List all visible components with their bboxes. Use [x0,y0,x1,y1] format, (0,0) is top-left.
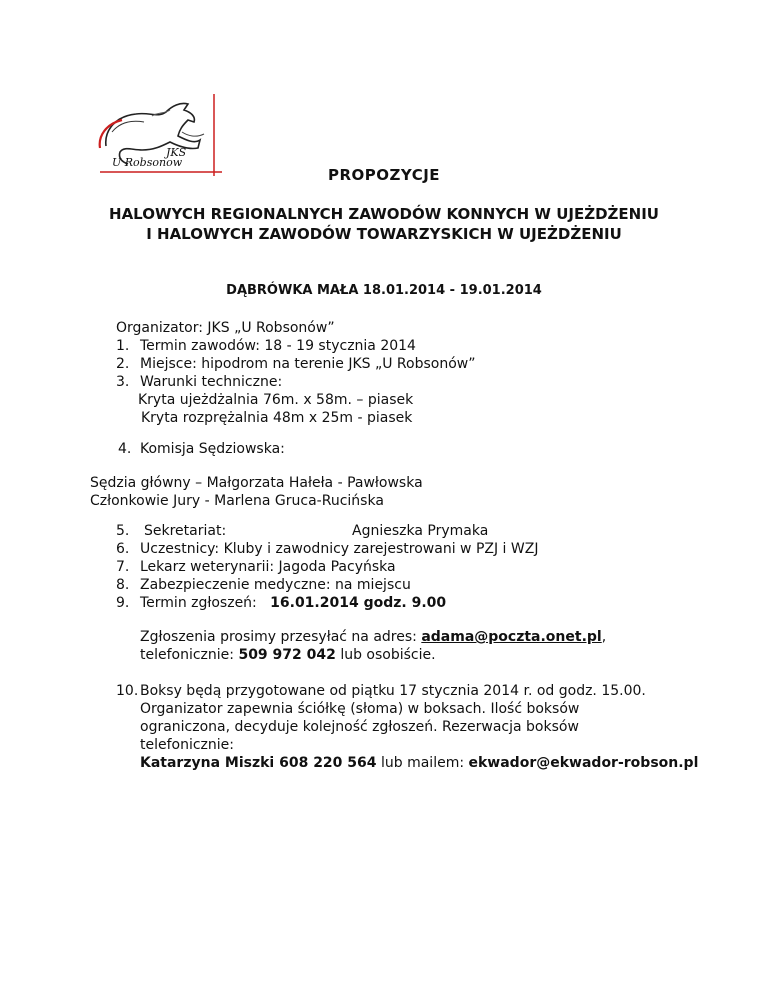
document-title: PROPOZYCJE [327,166,441,184]
boxes-contact-email[interactable]: ekwador@ekwador-robson.pl [468,755,699,771]
subtitle-line-1: HALOWYCH REGIONALNYCH ZAWODÓW KONNYCH W UJEŻDŻENIU [109,205,659,223]
contact-phone: 509 972 042 [238,647,336,663]
list-item: 2. Miejsce: hipodrom na terenie JKS „U Robsonów” [116,356,476,372]
condition-arena: Kryta ujeżdżalnia 76m. x 58m. – piasek [138,392,414,408]
jury-members: Członkowie Jury - Marlena Gruca-Rucińska [90,493,384,509]
organizer-line: Organizator: JKS „U Robsonów” [116,320,335,336]
logo-text-jks: JKS [166,146,187,159]
condition-warmup: Kryta rozprężalnia 48m x 25m - piasek [141,410,413,426]
boxes-contact-person: Katarzyna Miszki 608 220 564 [140,755,377,771]
list-item-10: 10. Boksy będą przygotowane od piątku 17 stycznia 2014 r. od godz. 15.00. [116,683,646,699]
contact-phone-line: telefonicznie: 509 972 042 lub osobiście. [140,647,436,663]
list-item: 8. Zabezpieczenie medyczne: na miejscu [116,577,411,593]
jury-chief: Sędzia główny – Małgorzata Hałeła - Pawłowska [90,475,423,491]
contact-email-line: Zgłoszenia prosimy przesyłać na adres: adama@poczta.onet.pl, [140,629,607,645]
list-item: 4. Komisja Sędziowska: [118,441,285,457]
subtitle-line-2: I HALOWYCH ZAWODÓW TOWARZYSKICH W UJEŻDŻENIU [146,225,622,243]
item10-line-2: Organizator zapewnia ściółkę (słoma) w boksach. Ilość boksów [140,701,580,717]
list-item: 7. Lekarz weterynarii: Jagoda Pacyńska [116,559,396,575]
list-item: 9. Termin zgłoszeń: 16.01.2014 godz. 9.00 [116,595,447,611]
list-item: 5. Sekretariat: Agnieszka Prymaka [116,523,489,539]
list-item: 6. Uczestnicy: Kluby i zawodnicy zarejestrowani w PZJ i WZJ [116,541,539,557]
event-dateline: DĄBRÓWKA MAŁA 18.01.2014 - 19.01.2014 [226,283,542,298]
list-item: 3. Warunki techniczne: [116,374,283,390]
item10-contact-line: Katarzyna Miszki 608 220 564 lub mailem: ekwador@ekwador-robson.pl [140,755,699,771]
contact-email-link[interactable]: adama@poczta.onet.pl [421,629,602,645]
list-item: 1. Termin zawodów: 18 - 19 stycznia 2014 [116,338,416,354]
item10-line-4: telefonicznie: [140,737,235,753]
item10-line-3: ograniczona, decyduje kolejność zgłoszeń. Rezerwacja boksów [140,719,579,735]
logo-text-name: U Robsonow [112,156,183,169]
